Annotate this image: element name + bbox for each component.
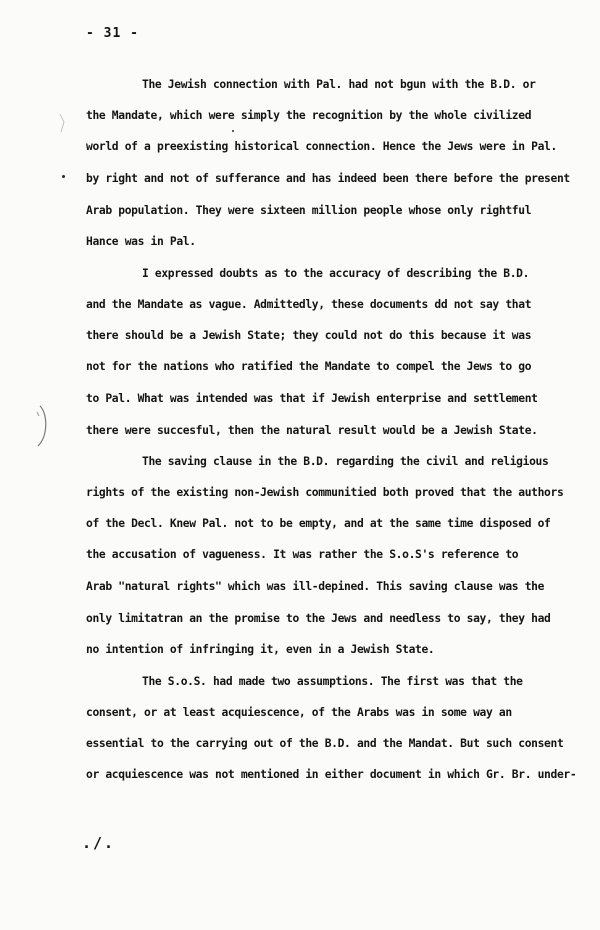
margin-tick-mark	[58, 112, 68, 134]
text-line: I expressed doubts as to the accuracy of describing the B.D.	[142, 267, 530, 280]
text-line: the Mandate, which were simply the recognition by the whole civilized	[86, 109, 532, 122]
text-line: only limitatran an the promise to the Jews and needless to say, they had	[86, 612, 551, 625]
text-line: or acquiescence was not mentioned in either document in which Gr. Br. under-	[86, 768, 577, 781]
text-line: The Jewish connection with Pal. had not bgun with the B.D. or	[142, 78, 536, 91]
text-line: The S.o.S. had made two assumptions. The first was that the	[142, 675, 523, 688]
text-line: Hance was in Pal.	[86, 235, 196, 248]
text-line: there were succesful, then the natural result would be a Jewish State.	[86, 424, 538, 437]
text-line: Arab population. They were sixteen million people whose only rightful	[86, 204, 532, 217]
text-line: rights of the existing non-Jewish communitied both proved that the authors	[86, 486, 564, 499]
text-line: world of a preexisting historical connection. Hence the Jews were in Pal.	[86, 140, 557, 153]
text-line: no intention of infringing it, even in a Jewish State.	[86, 643, 435, 656]
text-line: The saving clause in the B.D. regarding the civil and religious	[142, 455, 549, 468]
continuation-mark: ./.	[82, 834, 116, 852]
margin-dot	[62, 175, 65, 178]
text-line: and the Mandate as vague. Admittedly, these documents dd not say that	[86, 298, 532, 311]
text-line: to Pal. What was intended was that if Jewish enterprise and settlement	[86, 392, 538, 405]
text-line: essential to the carrying out of the B.D. and the Mandat. But such consent	[86, 737, 564, 750]
page-number: - 31 -	[86, 26, 139, 41]
stray-dot	[232, 130, 234, 132]
text-line: consent, or at least acquiescence, of the Arabs was in some way an	[86, 706, 512, 719]
text-line: of the Decl. Knew Pal. not to be empty, and at the same time disposed of	[86, 517, 551, 530]
text-line: Arab "natural rights" which was ill-depined. This saving clause was the	[86, 580, 545, 593]
text-line: the accusation of vagueness. It was rather the S.o.S's reference to	[86, 548, 519, 561]
text-line: there should be a Jewish State; they could not do this because it was	[86, 329, 532, 342]
text-line: not for the nations who ratified the Mandate to compel the Jews to go	[86, 360, 532, 373]
text-line: by right and not of sufferance and has indeed been there before the present	[86, 172, 570, 185]
margin-bracket-mark	[34, 404, 52, 448]
